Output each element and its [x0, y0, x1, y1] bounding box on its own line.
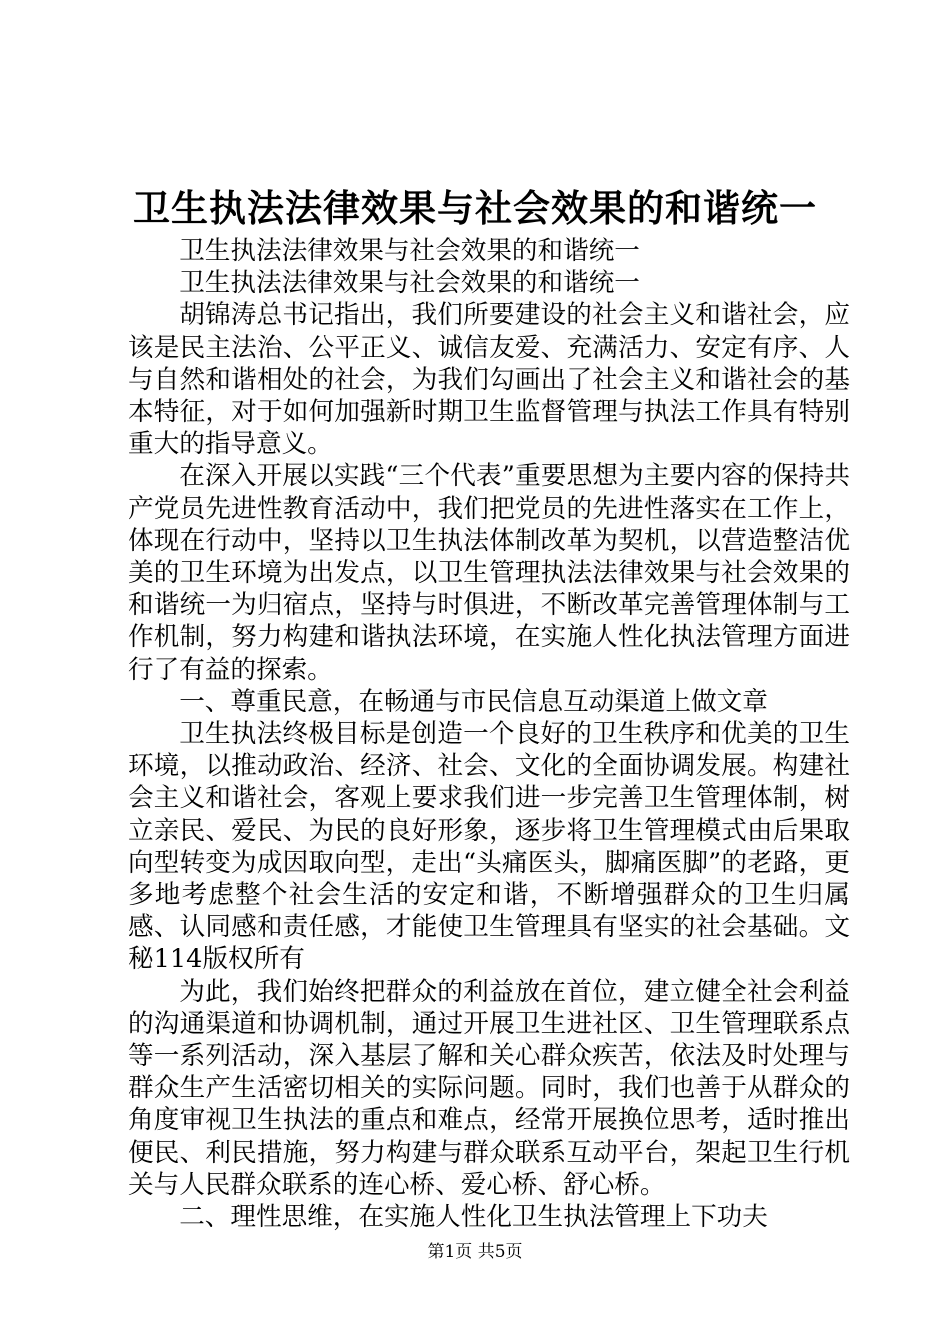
- page-number-footer: 第1页 共5页: [427, 1242, 523, 1262]
- paragraph-subtitle-1: 卫生执法法律效果与社会效果的和谐统一: [179, 236, 640, 266]
- paragraph-intro: 胡锦涛总书记指出，我们所要建设的社会主义和谐社会，应该是民主法治、公平正义、诚信友爱、充满活力、安定有序、人与自然和谐相处的社会，为我们勾画出了社会主义和谐社会的基本特征，对于如何加强新时期卫生监督管理与执法工作具有特别重大的指导意义。: [128, 300, 850, 460]
- paragraph-subtitle-2: 卫生执法法律效果与社会效果的和谐统一: [179, 268, 640, 299]
- paragraph-practice: 在深入开展以实践“三个代表”重要思想为主要内容的保持共产党员先进性教育活动中，我们把党员的先进性落实在工作上，体现在行动中，坚持以卫生执法体制改革为契机，以营造整洁优美的卫生环境为出发点，以卫生管理执法法律效果与社会效果的和谐统一为归宿点，坚持与时俱进，不断改革完善管理体制与工作机制，努力构建和谐执法环境，在实施人性化执法管理方面进行了有益的探索。: [128, 461, 850, 685]
- paragraph-measures: 为此，我们始终把群众的利益放在首位，建立健全社会利益的沟通渠道和协调机制，通过开展卫生进社区、卫生管理联系点等一系列活动，深入基层了解和关心群众疾苦，依法及时处理与群众生产生活密切相关的实际问题。同时，我们也善于从群众的角度审视卫生执法的重点和难点，经常开展换位思考，适时推出便民、利民措施，努力构建与群众联系互动平台，架起卫生行机关与人民群众联系的连心桥、爱心桥、舒心桥。: [128, 976, 850, 1200]
- document-body: [128, 235, 850, 1233]
- section-heading-2: 二、理性思维，在实施人性化卫生执法管理上下功夫: [179, 1202, 768, 1233]
- paragraph-goal: 卫生执法终极目标是创造一个良好的卫生秩序和优美的卫生环境，以推动政治、经济、社会、文化的全面协调发展。构建社会主义和谐社会，客观上要求我们进一步完善卫生管理体制，树立亲民、爱民、为民的良好形象，逐步将卫生管理模式由后果取向型转变为成因取向型，走出“头痛医头，脚痛医脚”的老路，更多地考虑整个社会生活的安定和谐，不断增强群众的卫生归属感、认同感和责任感，才能使卫生管理具有坚实的社会基础。文秘114版权所有: [128, 719, 850, 975]
- document-title: 卫生执法法律效果与社会效果的和谐统一: [133, 186, 817, 230]
- section-heading-1: 一、尊重民意，在畅通与市民信息互动渠道上做文章: [179, 686, 768, 717]
